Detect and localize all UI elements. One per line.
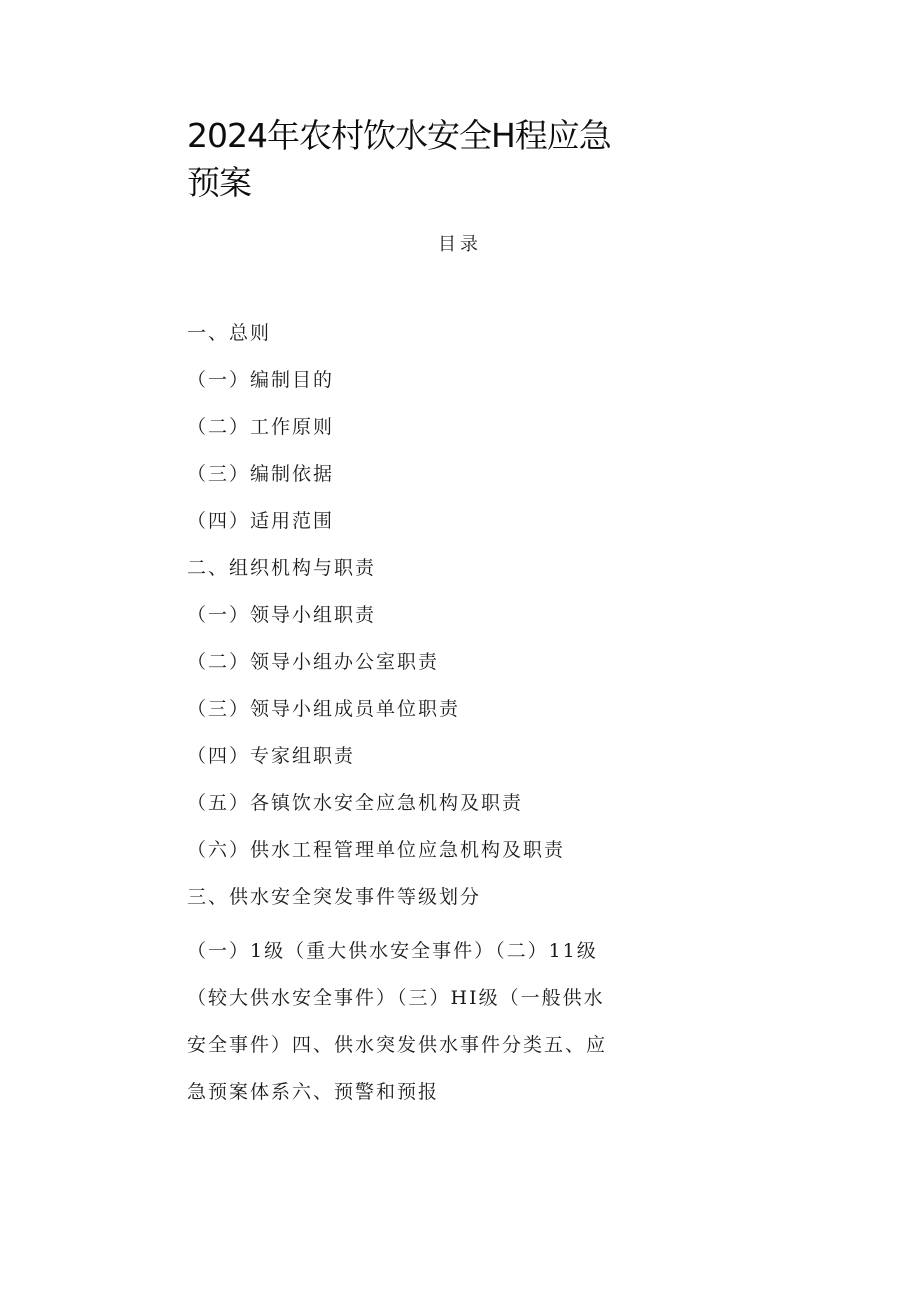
toc-item-purpose: （一）编制目的 — [187, 369, 335, 391]
toc-item-management-units: （六）供水工程管理单位应急机构及职责 — [187, 839, 566, 861]
toc-item-event-levels: 三、供水安全突发事件等级划分 — [187, 886, 482, 908]
toc-item-general: 一、总则 — [187, 322, 272, 344]
toc-item-leading-group: （一）领导小组职责 — [187, 604, 377, 626]
table-of-contents — [187, 318, 607, 929]
toc-item-scope: （四）适用范围 — [187, 510, 335, 532]
toc-item-leading-office: （二）领导小组办公室职责 — [187, 651, 440, 673]
toc-item-principles: （二）工作原则 — [187, 416, 335, 438]
toc-item-member-units: （三）领导小组成员单位职责 — [187, 698, 461, 720]
toc-continued-text: （一）1级（重大供水安全事件）（二）11级（较大供水安全事件）（三）HI级（一般供水安全事件）四、供水突发供水事件分类五、应急预案体系六、预警和预报 — [187, 940, 608, 1103]
toc-item-expert-group: （四）专家组职责 — [187, 745, 356, 767]
document-title: 2024年农村饮水安全H程应急预案 — [187, 116, 611, 202]
toc-item-town-agencies: （五）各镇饮水安全应急机构及职责 — [187, 792, 524, 814]
toc-item-organization: 二、组织机构与职责 — [187, 557, 377, 579]
toc-heading: 目录 — [438, 234, 482, 255]
toc-item-basis: （三）编制依据 — [187, 463, 335, 485]
